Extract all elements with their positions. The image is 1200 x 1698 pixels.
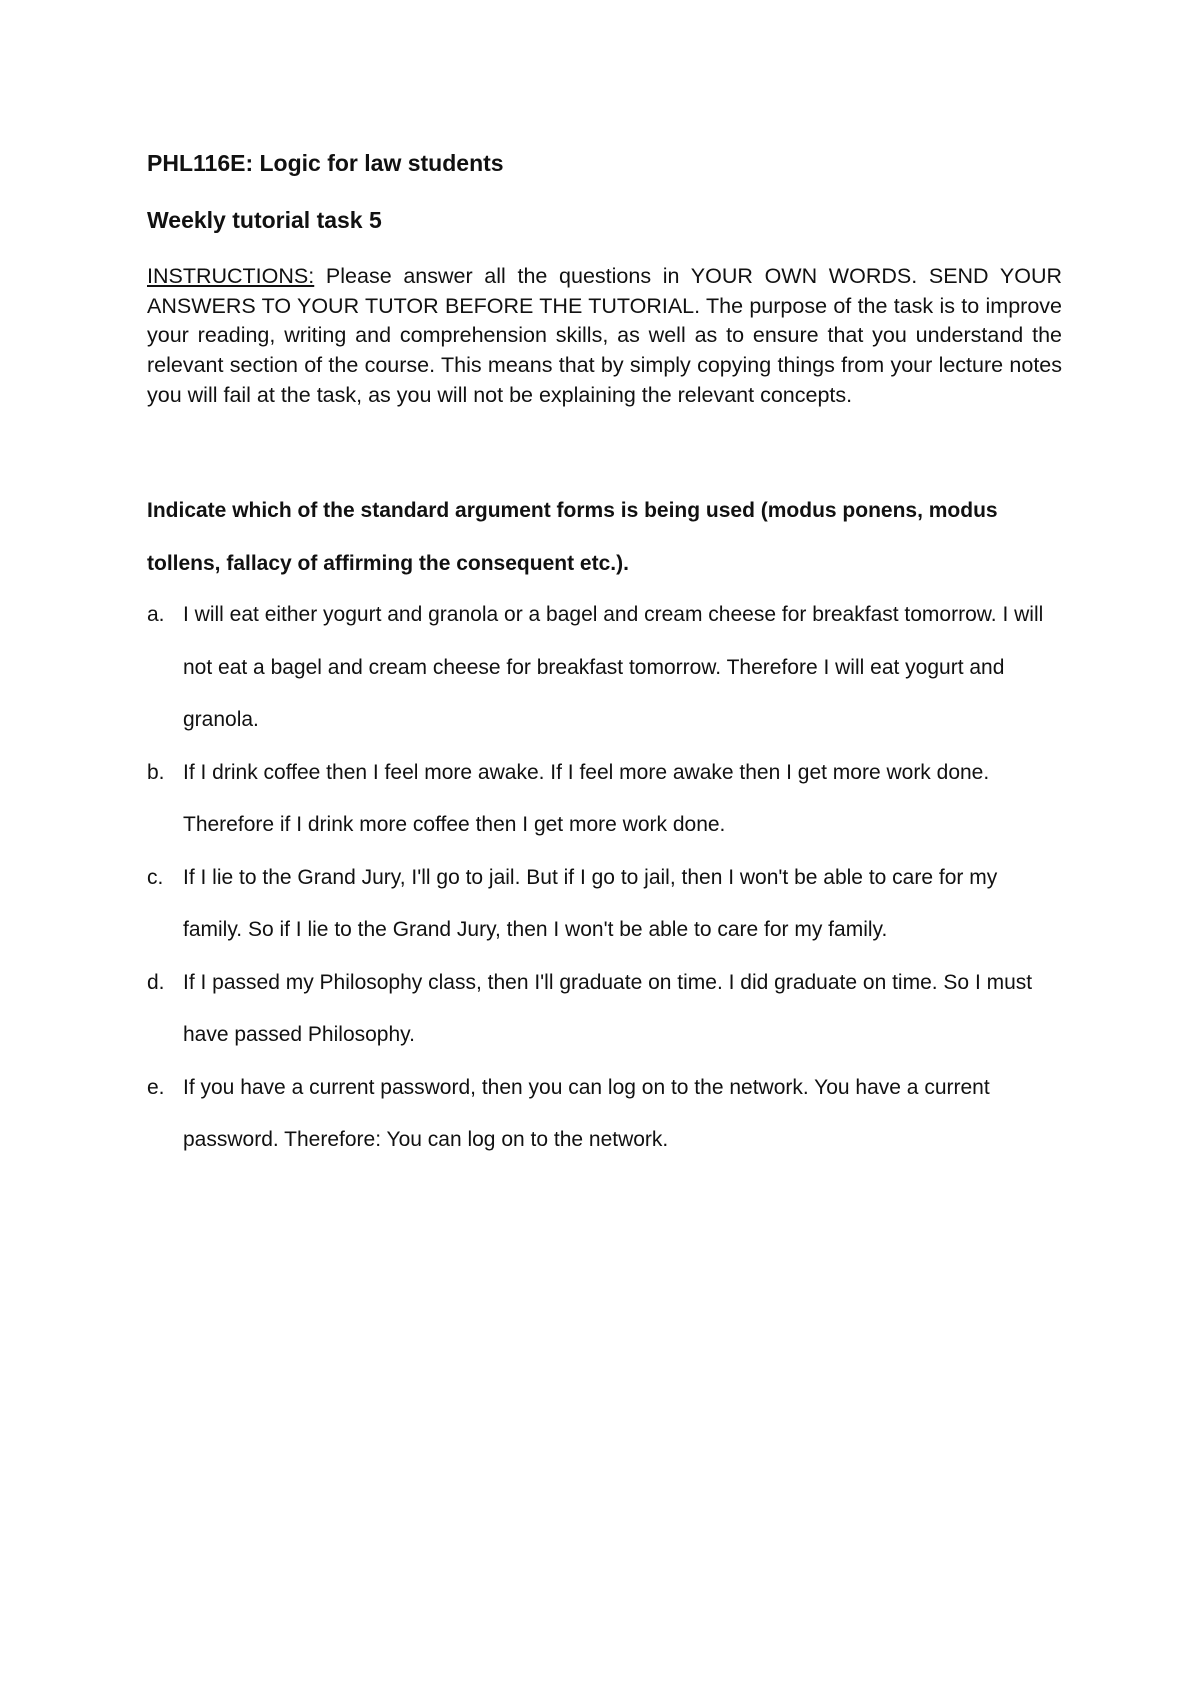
question-marker: b.	[147, 760, 165, 784]
question-b	[147, 747, 1062, 852]
question-text: If you have a current password, then you can log on to the network. You have a current password. Therefore: You can log on to the network.	[183, 1075, 990, 1151]
question-list	[147, 589, 1062, 1167]
instructions-text: Please answer all the questions in YOUR OWN WORDS. SEND YOUR ANSWERS TO YOUR TUTOR BEFORE THE TUTORIAL. The purpose of the task is to improve your reading, writing and comprehension skills, as well as to ensure that you understand the relevant section of the course. This means that by simply copying things from your lecture notes you will fail at the task, as you will not be explaining the relevant concepts.	[147, 264, 1062, 407]
question-d	[147, 957, 1062, 1062]
question-a	[147, 589, 1062, 747]
question-e	[147, 1062, 1062, 1167]
document-subtitle: Weekly tutorial task 5	[147, 207, 382, 233]
question-text: If I passed my Philosophy class, then I'll graduate on time. I did graduate on time. So I must have passed Philosophy.	[183, 970, 1033, 1046]
document-title: PHL116E: Logic for law students	[147, 150, 504, 176]
question-marker: d.	[147, 970, 165, 994]
question-text: If I lie to the Grand Jury, I'll go to jail. But if I go to jail, then I won't be able to care for my family. So if I lie to the Grand Jury, then I won't be able to care for my family.	[183, 865, 998, 941]
instructions-paragraph	[147, 262, 1062, 411]
question-text: If I drink coffee then I feel more awake. If I feel more awake then I get more work done. Therefore if I drink more coffee then I get more work done.	[183, 760, 990, 836]
task-prompt: Indicate which of the standard argument forms is being used (modus ponens, modus tollens, fallacy of affirming the consequent etc.).	[147, 499, 998, 575]
instructions-label: INSTRUCTIONS:	[147, 264, 315, 288]
question-marker: a.	[147, 603, 165, 626]
question-marker: e.	[147, 1075, 165, 1099]
question-c	[147, 852, 1062, 957]
document-page	[147, 0, 1062, 1698]
question-marker: c.	[147, 865, 164, 889]
question-text: I will eat either yogurt and granola or a bagel and cream cheese for breakfast tomorrow. I will not eat a bagel and cream cheese for breakfast tomorrow. Therefore I will eat yogurt and granola.	[183, 603, 1044, 731]
